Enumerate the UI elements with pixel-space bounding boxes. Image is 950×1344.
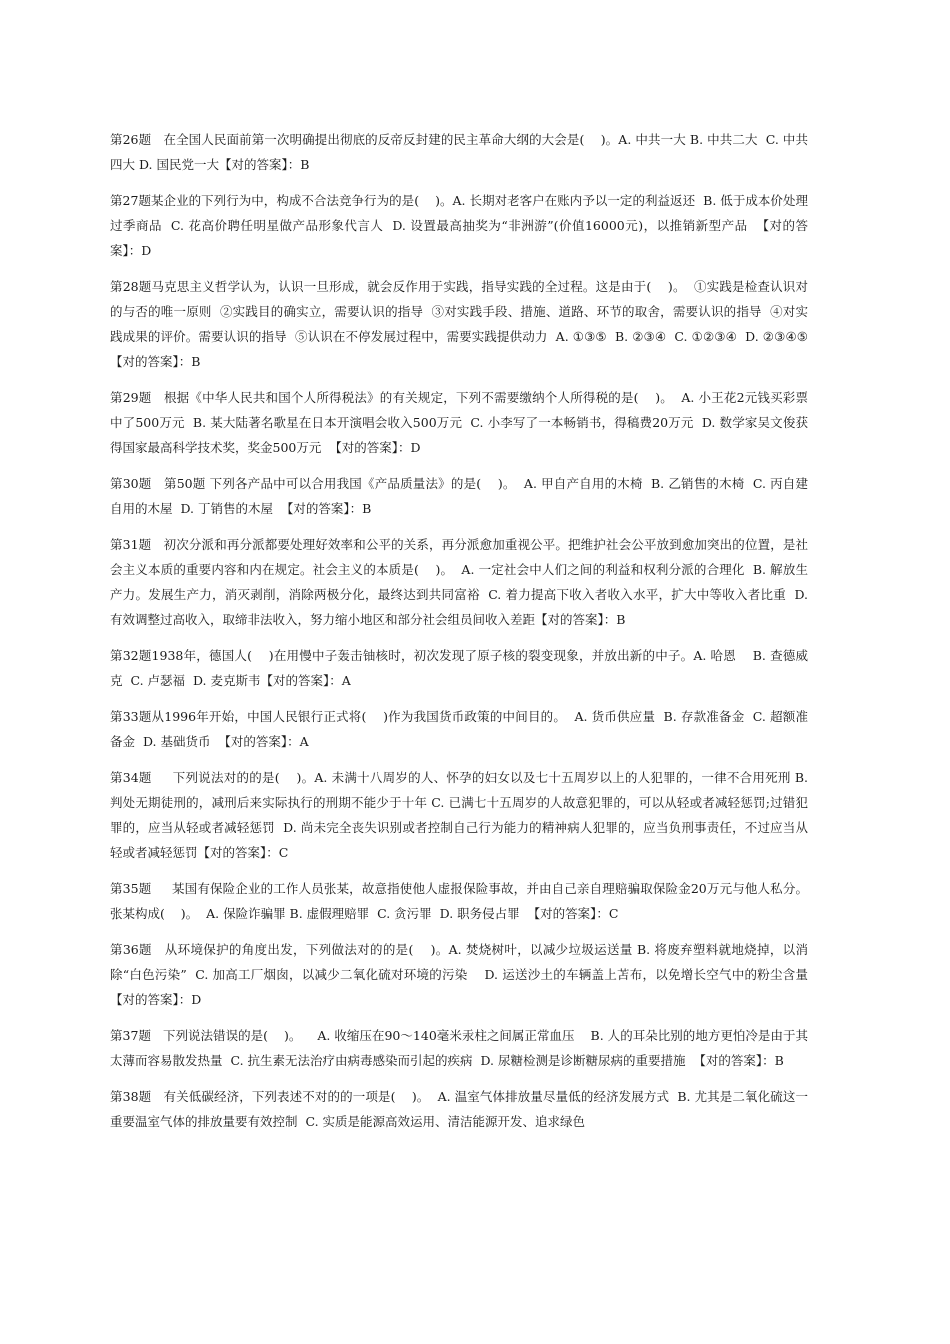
question-30: 第30题 第50题 下列各产品中可以合用我国《产品质量法》的是( )。 A. 甲自产自用的木椅 B. 乙销售的木椅 C. 丙自建自用的木屋 D. 丁销售的木屋 【对的答案】：B [110,476,808,516]
question-35: 第35题 某国有保险企业的工作人员张某，故意指使他人虚报保险事故，并由自己亲自理赔骗取保险金20万元与他人私分。张某构成( )。 A. 保险诈骗罪 B. 虚假理赔罪 C. 贪污罪 D. 职务侵占罪 【对的答案】：C [110,881,808,921]
document-body [110,127,824,1145]
question-31: 第31题 初次分派和再分派都要处理好效率和公平的关系，再分派愈加重视公平。把维护社会公平放到愈加突出的位置，是社会主义本质的重要内容和内在规定。社会主义的本质是( )。 A. 一定社会中人们之间的利益和权利分派的合理化 B. 解放生产力。发展生产力，消灭剥削，消除两极分化，最终达到共同富裕 C. 着力提高下收入者收入水平，扩大中等收入者比重 D. 有效调整过高收入，取缔非法收入，努力缩小地区和部分社会组员间收入差距【对的答案】：B [110,537,812,627]
question-32: 第32题1938年，德国人( )在用慢中子轰击铀核时，初次发现了原子核的裂变现象，并放出新的中子。A. 哈恩 B. 查德威克 C. 卢瑟福 D. 麦克斯韦【对的答案】：A [110,648,808,688]
question-27: 第27题某企业的下列行为中，构成不合法竞争行为的是( )。A. 长期对老客户在账内予以一定的利益返还 B. 低于成本价处理过季商品 C. 花高价聘任明星做产品形象代言人 D. 设置最高抽奖为“非洲游”(价值16000元)，以推销新型产品 【对的答案】：D [110,193,808,258]
question-28: 第28题马克思主义哲学认为，认识一旦形成，就会反作用于实践，指导实践的全过程。这是由于( )。 ①实践是检查认识对的与否的唯一原则 ②实践目的确实立，需要认识的指导 ③对实践手段、措施、道路、环节的取舍，需要认识的指导 ④对实践成果的评价。需要认识的指导 ⑤认识在不停发展过程中，需要实践提供动力 A. ①③⑤ B. ②③④ C. ①②③④ D. ②③④⑤ 【对的答案】：B [110,279,816,369]
question-38: 第38题 有关低碳经济，下列表述不对的的一项是( )。 A. 温室气体排放量尽量低的经济发展方式 B. 尤其是二氧化硫这一重要温室气体的排放量要有效控制 C. 实质是能源高效运用、清洁能源开发、追求绿色 [110,1089,808,1129]
question-36: 第36题 从环境保护的角度出发，下列做法对的的是( )。A. 焚烧树叶，以减少垃圾运送量 B. 将废弃塑料就地烧掉，以消除“白色污染” C. 加高工厂烟囱，以减少二氧化硫对环境的污染 D. 运送沙土的车辆盖上苫布，以免增长空气中的粉尘含量 【对的答案】：D [110,942,824,1007]
question-33: 第33题从1996年开始，中国人民银行正式将( )作为我国货币政策的中间目的。 A. 货币供应量 B. 存款准备金 C. 超额准备金 D. 基础货币 【对的答案】：A [110,709,808,749]
question-29: 第29题 根据《中华人民共和国个人所得税法》的有关规定，下列不需要缴纳个人所得税的是( )。 A. 小王花2元钱买彩票中了500万元 B. 某大陆著名歌星在日本开演唱会收入500万元 C. 小李写了一本畅销书，得稿费20万元 D. 数学家吴文俊获得国家最高科学技术奖，奖金500万元 【对的答案】：D [110,390,808,455]
question-26: 第26题 在全国人民面前第一次明确提出彻底的反帝反封建的民主革命大纲的大会是( )。A. 中共一大 B. 中共二大 C. 中共四大 D. 国民党一大【对的答案】：B [110,132,808,172]
question-34: 第34题 下列说法对的的是( )。A. 未满十八周岁的人、怀孕的妇女以及七十五周岁以上的人犯罪的，一律不合用死刑 B. 判处无期徒刑的，减刑后来实际执行的刑期不能少于十年 C. 已满七十五周岁的人故意犯罪的，可以从轻或者减轻惩罚;过错犯罪的，应当从轻或者减轻惩罚 D. 尚未完全丧失识别或者控制自己行为能力的精神病人犯罪的，应当负刑事责任，不过应当从轻或者减轻惩罚【对的答案】：C [110,770,812,860]
question-37: 第37题 下列说法错误的是( )。 A. 收缩压在90～140毫米汞柱之间属正常血压 B. 人的耳朵比别的地方更怕冷是由于其太薄而容易散发热量 C. 抗生素无法治疗由病毒感染而引起的疾病 D. 尿糖检测是诊断糖尿病的重要措施 【对的答案】：B [110,1028,808,1068]
